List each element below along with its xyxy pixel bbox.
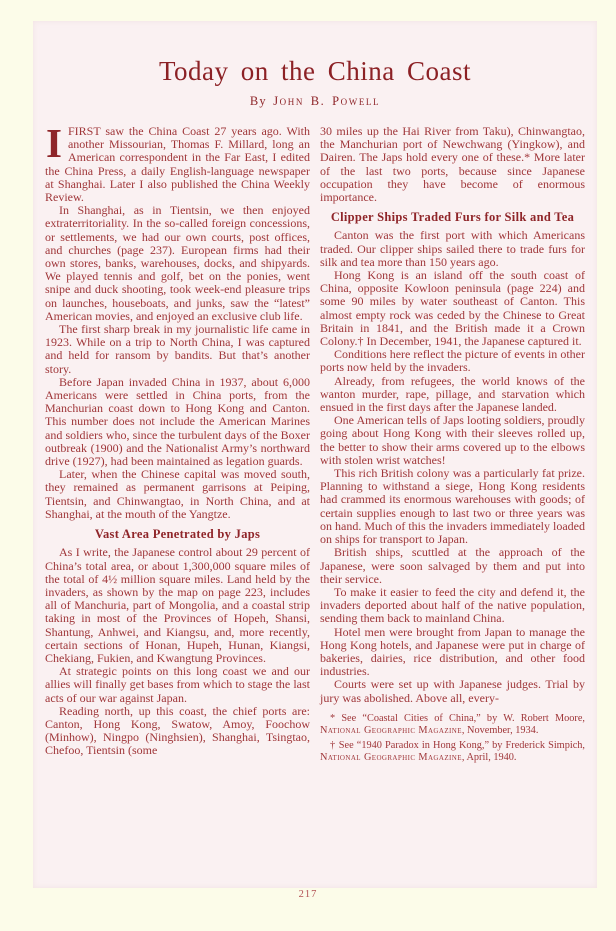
intro-lead: FIRST	[67, 124, 101, 138]
paragraph: Courts were set up with Japanese judges. Trial by jury was abolished. Above all, every-	[320, 677, 585, 705]
paragraph: British ships, scuttled at the approach of the Japanese, were soon salvaged by them and put into their service.	[320, 545, 585, 586]
page-number: 217	[298, 889, 318, 900]
paragraph: At strategic points on this long coast we and our allies will finally get bases from which to stage the last acts of our war against Japan.	[45, 664, 310, 705]
paragraph: Before Japan invaded China in 1937, about 6,000 Americans were settled in China ports, from the Manchurian coast down to Hong Kong and Canton. This number does not include the American Marines and soldiers who, since the turbulent days of the Boxer outbreak (1900) and the Nationalist Army’s northward drive (1927), had been maintained as legation guards.	[45, 374, 310, 469]
continuation-paragraph: 30 miles up the Hai River from Taku), Chinwangtao, the Manchurian port of Newchwang (Yingkow), and Dairen. The Japs hold every one of these.* More later of the last two ports, because since Japanese occupation they have become of enormous importance.	[320, 124, 585, 205]
paragraph: Already, from refugees, the world knows of the wanton murder, rape, pillage, and starvation which ensued in the first days after the Japanese landed.	[320, 373, 585, 415]
section-heading-clipper-ships: Clipper Ships Traded Furs for Silk and Tea	[330, 210, 575, 225]
magazine-page	[33, 21, 597, 888]
page-title: Today on the China Coast	[158, 56, 472, 86]
paragraph: As I write, the Japanese control about 29 percent of China’s total area, or about 1,300,000 square miles of the total of 4½ million square miles. Land held by the invaders, as shown by the map on page 223, includes all of Manchuria, part of Mongolia, and a coastal strip taking in most of the Provinces of Hopeh, Shansi, Shantung, Anhwei, and Kiangsu, and, more recently, certain sections of Honan, Hupeh, Hunan, Kiangsi, Chekiang, Fukien, and Kwangtung Provinces.	[45, 545, 310, 665]
paragraph: Reading north, up this coast, the chief ports are: Canton, Hong Kong, Swatow, Amoy, Foochow (Minhow), Ningpo (Ninghsien), Shanghai, Tsingtao, Chefoo, Tientsin (some	[45, 703, 310, 758]
intro-rest: saw the China Coast 27 years ago. With another Missourian, Thomas F. Millard, long an American correspondent in the Far East, I edited the China Press, a daily English-language newspaper at Shanghai. Later I also published the China Weekly Review.	[45, 124, 311, 205]
left-column	[45, 120, 311, 768]
byline	[33, 94, 597, 109]
byline-author: John B. Powell	[273, 94, 381, 108]
paragraph: Canton was the first port with which Americans traded. Our clipper ships sailed there to trade furs for silk and tea more than 150 years ago.	[320, 228, 585, 269]
footnote-1940-paradox: † See “1940 Paradox in Hong Kong,” by Frederick Simpich, National Geographic Magazine, April, 1940.	[320, 740, 585, 764]
journal-name: National Geographic Magazine	[320, 724, 462, 736]
article-columns	[33, 120, 597, 768]
paragraph: Later, when the Chinese capital was moved south, they remained as permanent garrisons at Peiping, Tientsin, and Chinwangtao, in North China, and at Shanghai, at the mouth of the Yangtze.	[45, 467, 310, 521]
paragraph: To make it easier to feed the city and defend it, the invaders deported about half of the native population, sending them back to mainland China.	[320, 584, 585, 626]
paragraph: Hong Kong is an island off the south coast of China, opposite Kowloon peninsula (page 224) and some 90 miles by water southeast of Canton. This almost empty rock was ceded by the Chinese to Great Britain in 1841, and the British made it a Crown Colony.† In December, 1941, the Japanese captured it.	[320, 268, 585, 349]
paragraph: Hotel men were brought from Japan to manage the Hong Kong hotels, and Japanese were put in charge of bakeries, dairies, rice distribution, and other food industries.	[320, 624, 585, 679]
paragraph: In Shanghai, as in Tientsin, we then enjoyed extraterritoriality. In the so-called foreign concessions, or settlements, we had our own courts, post offices, and churches (page 237). European firms had their own stores, banks, warehouses, docks, and shipyards. We played tennis and golf, bet on the ponies, went snipe and duck shooting, took week-end pleasure trips on launches, houseboats, and junks, saw the “latest” American movies, and enjoyed an exclusive club life.	[45, 203, 310, 323]
paragraph: The first sharp break in my journalistic life came in 1923. While on a trip to North China, I was captured and held for ransom by bandits. But that’s another story.	[45, 322, 310, 376]
paragraph: One American tells of Japs looting soldiers, proudly going about Hong Kong with their sleeves rolled up, the better to show their arms covered up to the elbows with stolen wrist watches!	[320, 413, 585, 467]
journal-name: National Geographic Magazine	[320, 752, 462, 764]
footnote-coastal-cities: * See “Coastal Cities of China,” by W. Robert Moore, National Geographic Magazine, November, 1934.	[320, 712, 585, 736]
byline-prefix: By	[249, 94, 267, 108]
drop-cap: I	[46, 120, 62, 166]
footnotes	[320, 713, 585, 764]
paragraph: This rich British colony was a particularly fat prize. Planning to withstand a siege, Hong Kong residents had crammed its enormous warehouses with goods; of certain supplies enough to last two or three years was on hand. Much of this the invaders immediately loaded on ships for transport to Japan.	[320, 466, 585, 547]
intro-paragraph	[45, 120, 311, 205]
section-heading-vast-area: Vast Area Penetrated by Japs	[94, 527, 261, 542]
paragraph: Conditions here reflect the picture of events in other ports now held by the invaders.	[320, 347, 585, 375]
right-column	[320, 125, 585, 768]
